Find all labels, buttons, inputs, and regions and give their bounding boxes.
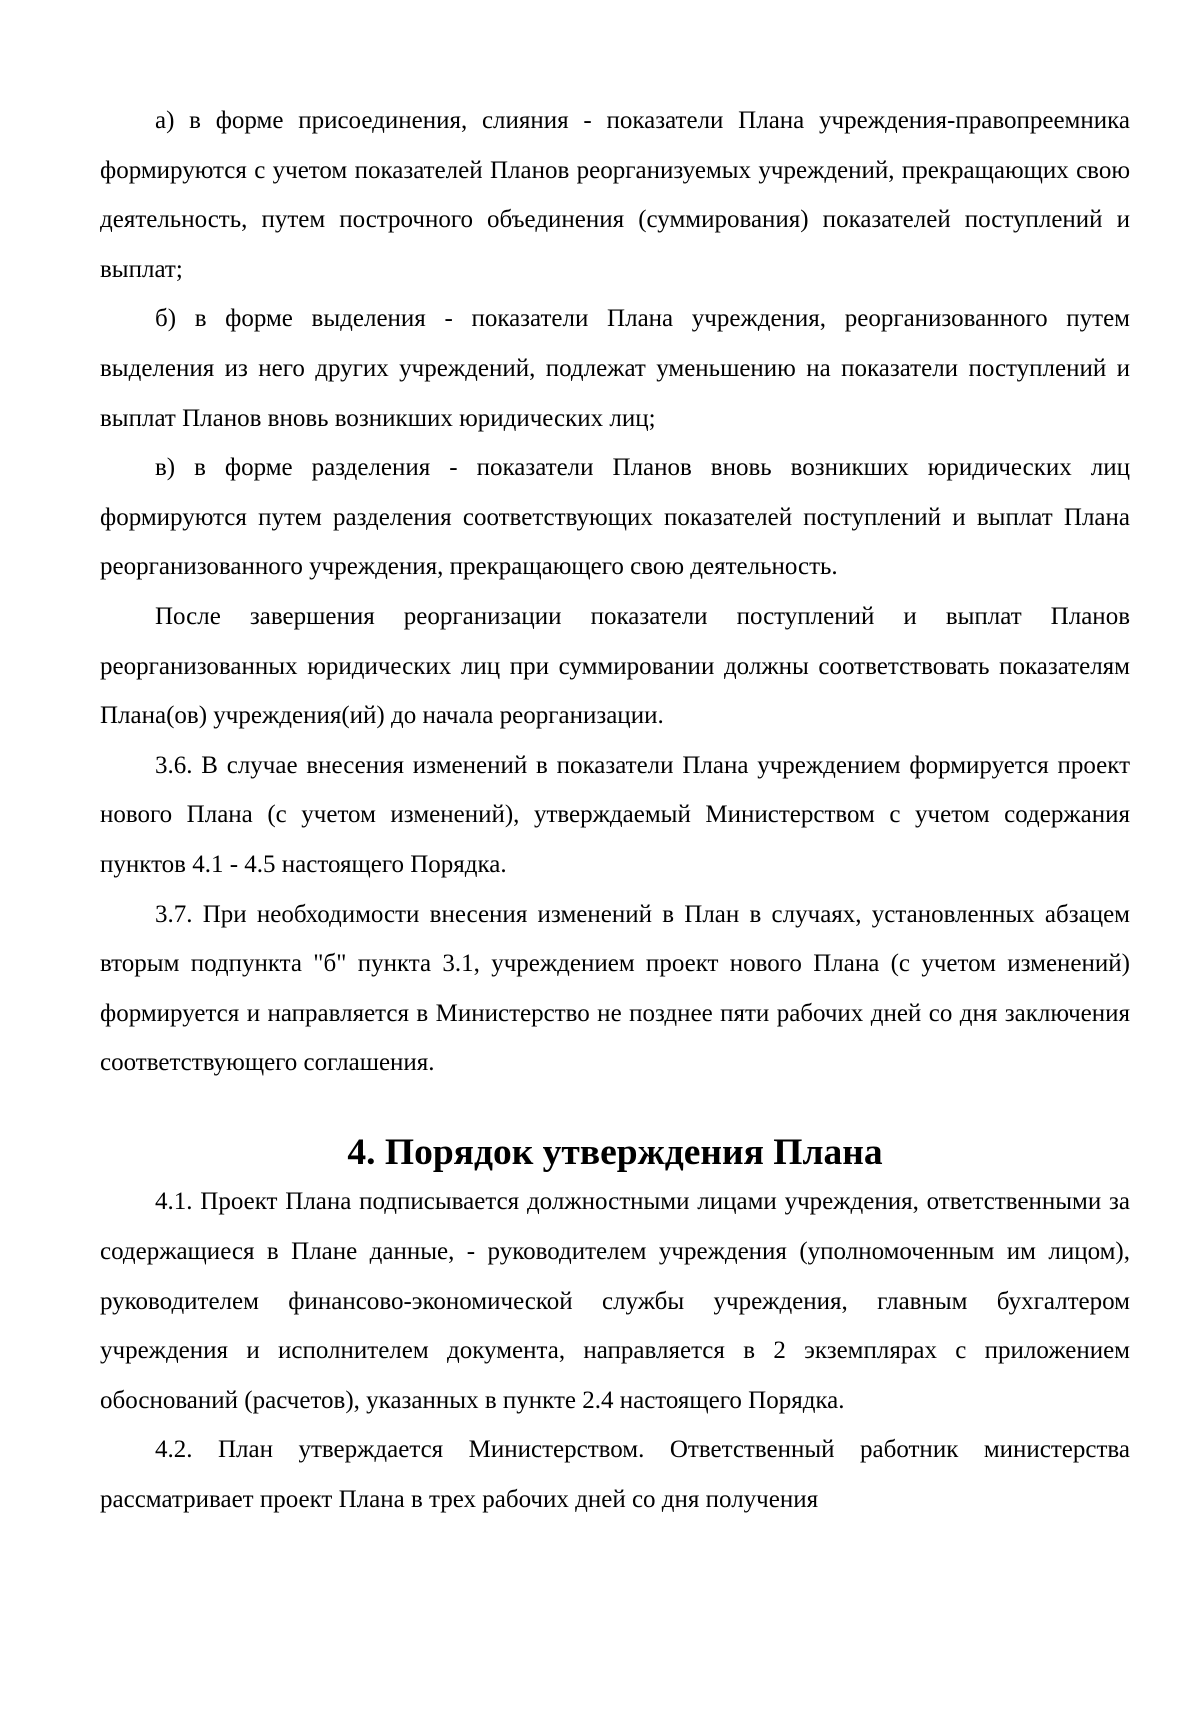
paragraph-3-7: 3.7. При необходимости внесения изменений в План в случаях, установленных абзацем вторым подпункта "б" пункта 3.1, учреждением проект нового Плана (с учетом изменений) формируется и направляется в Министерство не позднее пяти рабочих дней со дня заключения соответствующего соглашения.	[100, 900, 1130, 1077]
section-heading-4: 4. Порядок утверждения Плана	[347, 1131, 883, 1173]
paragraph-after-reorganization: После завершения реорганизации показатели поступлений и выплат Планов реорганизованных юридических лиц при суммировании должны соответствовать показателям Плана(ов) учреждения(ий) до начала реорганизации.	[100, 602, 1130, 730]
paragraph-4-2: 4.2. План утверждается Министерством. Ответственный работник министерства рассматривает проект Плана в трех рабочих дней со дня получения	[100, 1436, 1130, 1514]
paragraph-4-1: 4.1. Проект Плана подписывается должностными лицами учреждения, ответственными за содержащиеся в Плане данные, - руководителем учреждения (уполномоченным им лицом), руководителем финансово-экономической службы учреждения, главным бухгалтером учреждения и исполнителем документа, направляется в 2 экземплярах с приложением обоснований (расчетов), указанных в пункте 2.4 настоящего Порядка.	[100, 1188, 1130, 1414]
document-page	[100, 96, 1130, 1525]
paragraph-reorg-spinoff: б) в форме выделения - показатели Плана учреждения, реорганизованного путем выделения из него других учреждений, подлежат уменьшению на показатели поступлений и выплат Планов вновь возникших юридических лиц;	[100, 305, 1130, 432]
paragraph-reorg-merger: а) в форме присоединения, слияния - показатели Плана учреждения-правопреемника формируются с учетом показателей Планов реорганизуемых учреждений, прекращающих свою деятельность, путем построчного объединения (суммирования) показателей поступлений и выплат;	[100, 107, 1130, 283]
paragraph-3-6: 3.6. В случае внесения изменений в показатели Плана учреждением формируется проект нового Плана (с учетом изменений), утверждаемый Министерством с учетом содержания пунктов 4.1 - 4.5 настоящего Порядка.	[100, 751, 1130, 878]
paragraph-reorg-division: в) в форме разделения - показатели Планов вновь возникших юридических лиц формируются путем разделения соответствующих показателей поступлений и выплат Плана реорганизованного учреждения, прекращающего свою деятельность.	[100, 454, 1130, 581]
